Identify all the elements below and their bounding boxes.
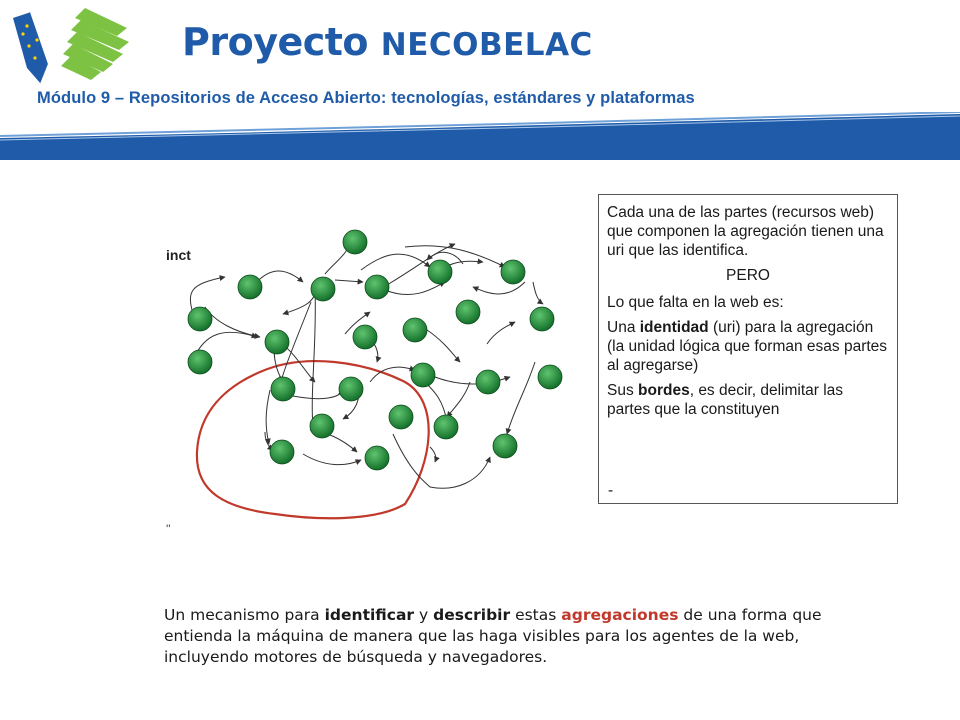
node (493, 434, 517, 458)
textbox-pero: PERO (726, 267, 770, 284)
edge (370, 367, 415, 382)
edge (487, 322, 515, 344)
node (343, 230, 367, 254)
p3-pre: Una (607, 319, 640, 336)
necobelac-logo (5, 4, 145, 86)
title-proyecto: Proyecto (182, 20, 369, 64)
caption-describir: describir (433, 606, 511, 624)
node (434, 415, 458, 439)
textbox-paragraph-4 (607, 381, 889, 419)
textbox-dash: - (608, 482, 614, 499)
page-title (182, 20, 593, 64)
edge (312, 290, 315, 427)
textbox-paragraph-2: Lo que falta en la web es: (607, 294, 784, 311)
header-band (0, 112, 960, 160)
edge (385, 282, 445, 295)
node (271, 377, 295, 401)
node (501, 260, 525, 284)
p4-pre: Sus (607, 382, 639, 399)
caption (164, 605, 844, 668)
edge (393, 434, 490, 488)
edge (303, 454, 361, 465)
edge (293, 390, 343, 399)
node (310, 414, 334, 438)
p3-post: (uri) para la agregación (la unidad lógica que forman esas partes al agregarse) (607, 319, 888, 374)
p4-bold-bordes: bordes (638, 382, 690, 399)
edge (427, 330, 460, 362)
caption-t1: Un mecanismo para (164, 606, 325, 624)
node (476, 370, 500, 394)
node (238, 275, 262, 299)
edge (335, 280, 363, 282)
node (428, 260, 452, 284)
node (353, 325, 377, 349)
caption-t4: de una forma que entienda la máquina de manera que las haga visibles para los agentes de la web, incluyendo motores de búsqueda y navegadores. (164, 606, 822, 666)
node (188, 350, 212, 374)
edge (361, 254, 430, 270)
node (538, 365, 562, 389)
node (365, 275, 389, 299)
title-necobelac: NECOBELAC (380, 27, 593, 63)
node (311, 277, 335, 301)
stripes-icon (61, 8, 129, 80)
aggregation-network-diagram (165, 222, 585, 522)
caption-agregaciones: agregaciones (561, 606, 679, 624)
textbox-paragraph-1: Cada una de las partes (recursos web) que componen la agregación tienen una uri que las identifica. (607, 204, 884, 259)
node (365, 446, 389, 470)
caption-t2: y (414, 606, 434, 624)
edge (507, 362, 535, 434)
p4-post: , es decir, delimitar las partes que la constituyen (607, 382, 844, 418)
p3-bold-identidad: identidad (639, 319, 709, 336)
node (265, 330, 289, 354)
caption-t3: estas (510, 606, 562, 624)
node (389, 405, 413, 429)
module-subtitle: Módulo 9 – Repositorios de Acceso Abierto: tecnologías, estándares y plataformas (37, 89, 695, 107)
node (188, 307, 212, 331)
node (339, 377, 363, 401)
edge (255, 271, 303, 284)
node (456, 300, 480, 324)
diagram-quote-mark: '' (166, 522, 171, 536)
pen-nib-icon (13, 12, 49, 84)
edge (447, 382, 470, 417)
node (270, 440, 294, 464)
node (530, 307, 554, 331)
edge (473, 282, 525, 294)
edge (266, 390, 270, 444)
header (0, 0, 960, 160)
textbox-paragraph-3 (607, 318, 889, 375)
caption-identificar: identificar (324, 606, 415, 624)
explanation-textbox (598, 194, 898, 504)
node (411, 363, 435, 387)
node (403, 318, 427, 342)
edge (533, 282, 543, 304)
diagram-label: inct (166, 247, 191, 263)
edge (430, 447, 436, 462)
